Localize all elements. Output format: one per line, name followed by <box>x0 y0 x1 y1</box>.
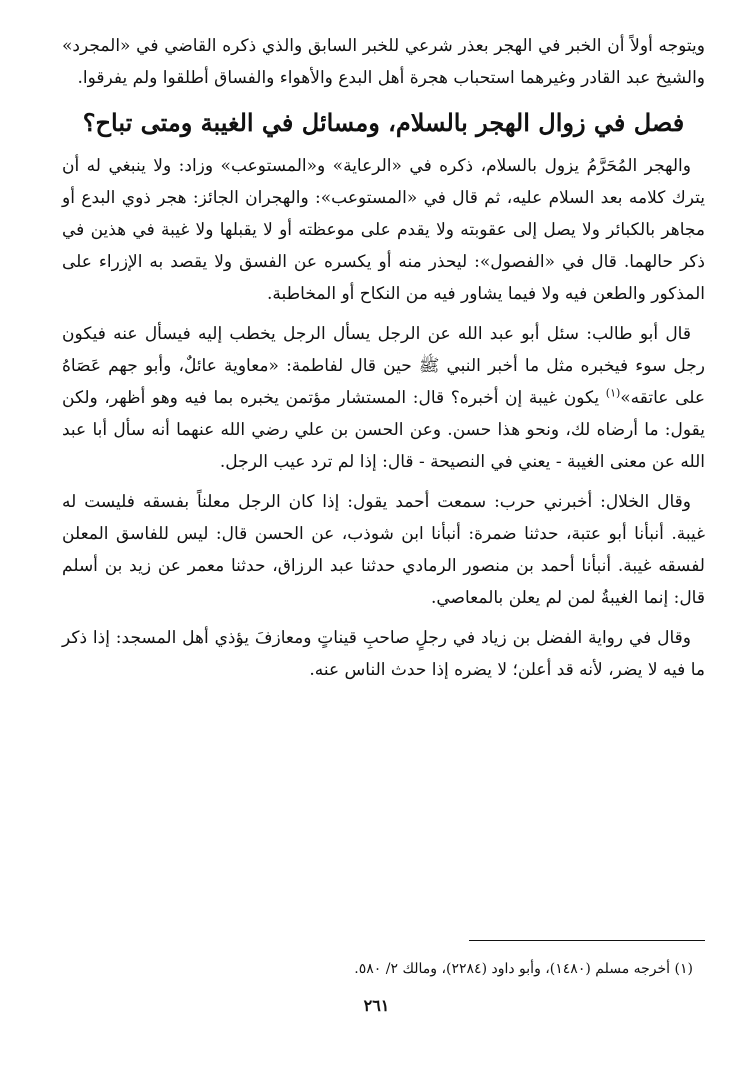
paragraph-1: ويتوجه أولاً أن الخبر في الهجر بعذر شرعي للخبر السابق والذي ذكره القاضي في «المجرد» والشيخ عبد القادر وغيرهما استحباب هجرة أهل البدع والأهواء والفساق أطلقوا ولم يفرقوا. <box>62 36 705 88</box>
footnote-reference[interactable]: (١) <box>605 386 621 400</box>
paragraph-2: والهجر المُحَرَّمُ يزول بالسلام، ذكره في «الرعاية» و«المستوعب» وزاد: ولا ينبغي له أن يترك كلامه بعد السلام عليه، ثم قال في «المستوعب»: والهجران الجائز: هجر ذوي البدع أو مجاهر بالكبائر ولا يصل إلى عقوبته ولا يقدم على موعظته أو لا يقبلها ولا غيبة في هذين في ذكر حالهما. قال في «الفصول»: ليحذر منه أو يكسره عن الفسق ولا يقصد به الإزراء على المذكور والطعن فيه ولا فيما يشاور فيه من النكاح أو المخاطبة. <box>62 156 705 304</box>
section-heading: فصل في زوال الهجر بالسلام، ومسائل في الغيبة ومتى تباح؟ <box>82 108 685 137</box>
paragraph-3-part-2: يكون غيبة إن أخبره؟ قال: المستشار مؤتمن يخبره بما فيه وهو أظهر، ولكن يقول: ما أرضاه لك، ونحو هذا حسن. وعن الحسن بن علي رضي الله عنهما أنه سأل أبا عبد الله عن معنى الغيبة - يعني في النصيحة - قال: إذا لم ترد عيب الرجل. <box>62 388 705 472</box>
paragraph-4: وقال الخلال: أخبرني حرب: سمعت أحمد يقول: إذا كان الرجل معلناً بفسقه فليست له غيبة. أنبأنا أبو عتبة، حدثنا ضمرة: أنبأنا ابن شوذب، عن الحسن قال: ليس للفاسق المعلن لفسقه غيبة. أنبأنا أحمد بن منصور الرمادي حدثنا عبد الرزاق، حدثنا معمر عن زيد بن أسلم قال: إنما الغيبةُ لمن لم يعلن بالمعاصي. <box>62 492 705 608</box>
footnote-divider <box>469 940 705 941</box>
paragraph-5: وقال في رواية الفضل بن زياد في رجلٍ صاحبِ قيناتٍ ومعازفَ يؤذي أهل المسجد: إذا ذكر ما فيه لا يضر، لأنه قد أعلن؛ لا يضره إذا حدث الناس عنه. <box>62 628 705 680</box>
paragraph-3 <box>62 318 705 478</box>
footnote-text: (١) أخرجه مسلم (١٤٨٠)، وأبو داود (٢٢٨٤)، ومالك ٢/ ٥٨٠. <box>354 961 693 977</box>
page-number: ٢٦١ <box>363 996 390 1015</box>
paragraph-3-part-1: قال أبو طالب: سئل أبو عبد الله عن الرجل يسأل الرجل يخطب إليه فيسأل عنه فيكون رجل سوء فيخبره مثل ما أخبر النبي ﷺ حين قال لفاطمة: «معاوية عائلٌ، وأبو جهم عَصَاهُ على عاتقه» <box>62 324 706 408</box>
